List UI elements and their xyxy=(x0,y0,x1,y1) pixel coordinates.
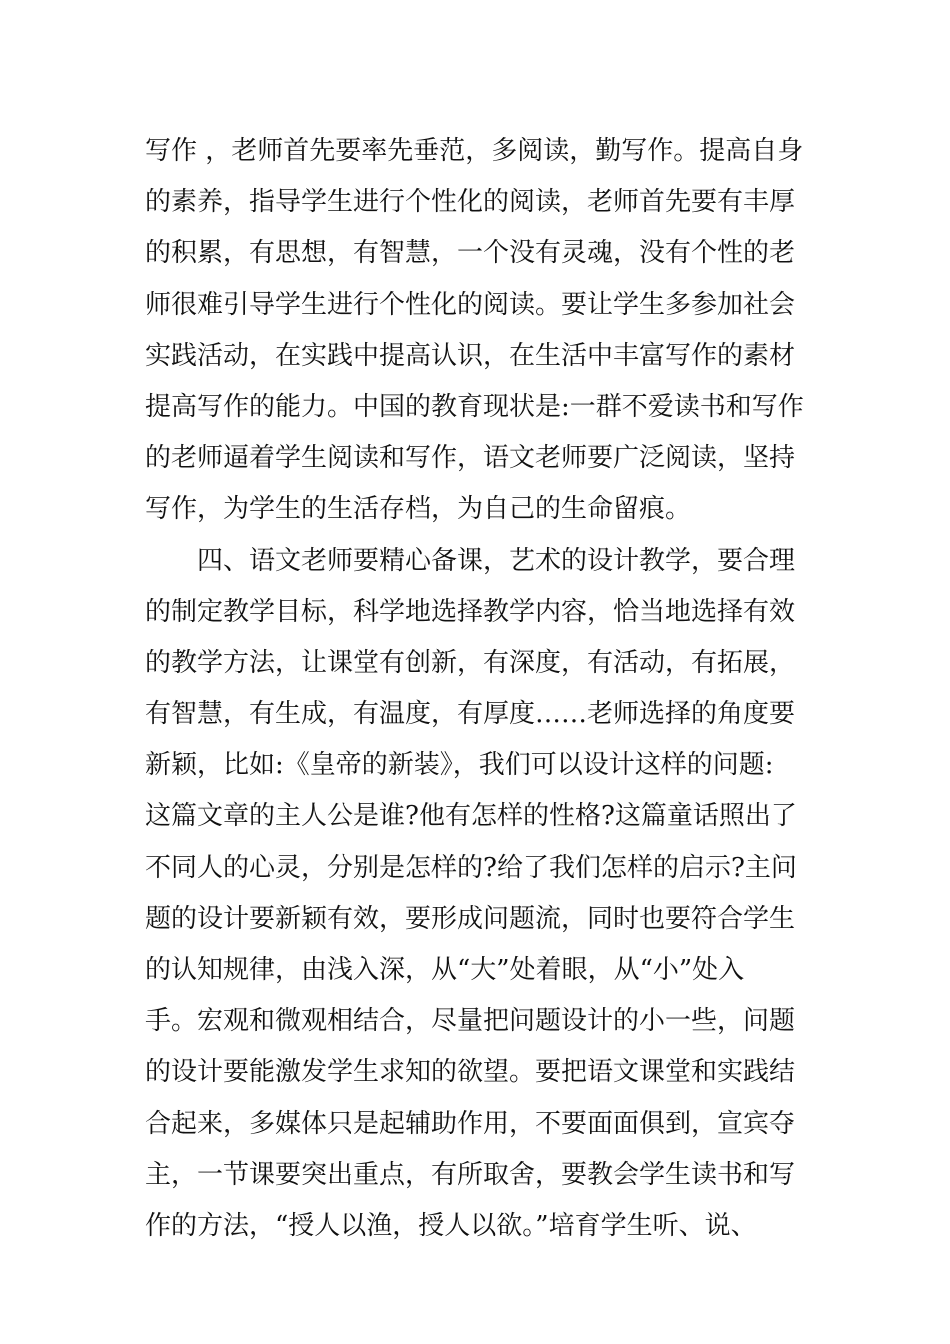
text-line: 的认知规律，由浅入深，从“大”处着眼，从“小”处入 xyxy=(145,955,745,985)
text-line: 这篇文章的主人公是谁?他有怎样的性格?这篇童话照出了 xyxy=(145,801,797,832)
text-line: 实践活动，在实践中提高认识，在生活中丰富写作的素材 xyxy=(145,340,796,371)
text-line: 主，一节课要突出重点，有所取舍，要教会学生读书和写 xyxy=(145,1159,796,1190)
text-line: 的设计要能激发学生求知的欲望。要把语文课堂和实践结 xyxy=(145,1057,796,1088)
text-line: 的老师逼着学生阅读和写作，语文老师要广泛阅读，坚持 xyxy=(145,443,796,474)
text-line: 的制定教学目标，科学地选择教学内容，恰当地选择有效 xyxy=(145,596,796,627)
text-line: 作的方法，“授人以渔，授人以欲。”培育学生听、说、 xyxy=(145,1210,757,1241)
text-line: 有智慧，有生成，有温度，有厚度……老师选择的角度要 xyxy=(145,699,796,730)
paragraph-start-line: 四、语文老师要精心备课，艺术的设计教学，要合理 xyxy=(197,545,796,576)
text-line: 题的设计要新颖有效，要形成问题流，同时也要符合学生 xyxy=(145,903,796,934)
text-line: 提高写作的能力。中国的教育现状是:一群不爱读书和写作 xyxy=(145,391,804,422)
text-line: 合起来，多媒体只是起辅助作用，不要面面俱到，宣宾夺 xyxy=(145,1108,796,1139)
text-line: 写作 ，老师首先要率先垂范，多阅读，勤写作。提高自身 xyxy=(145,136,804,166)
text-line: 师很难引导学生进行个性化的阅读。要让学生多参加社会 xyxy=(145,289,796,320)
body-text xyxy=(145,126,815,1252)
text-line: 写作，为学生的生活存档，为自己的生命留痕。 xyxy=(145,494,692,525)
text-line: 手。宏观和微观相结合，尽量把问题设计的小一些，问题 xyxy=(145,1006,796,1037)
text-line: 的素养，指导学生进行个性化的阅读，老师首先要有丰厚 xyxy=(145,187,796,218)
text-line: 不同人的心灵，分别是怎样的?给了我们怎样的启示?主问 xyxy=(145,852,797,883)
text-line: 新颖，比如:《皇帝的新装》，我们可以设计这样的问题: xyxy=(145,750,774,781)
text-line: 的教学方法，让课堂有创新，有深度，有活动，有拓展， xyxy=(145,647,796,678)
text-line: 的积累，有思想，有智慧，一个没有灵魂，没有个性的老 xyxy=(145,238,796,269)
